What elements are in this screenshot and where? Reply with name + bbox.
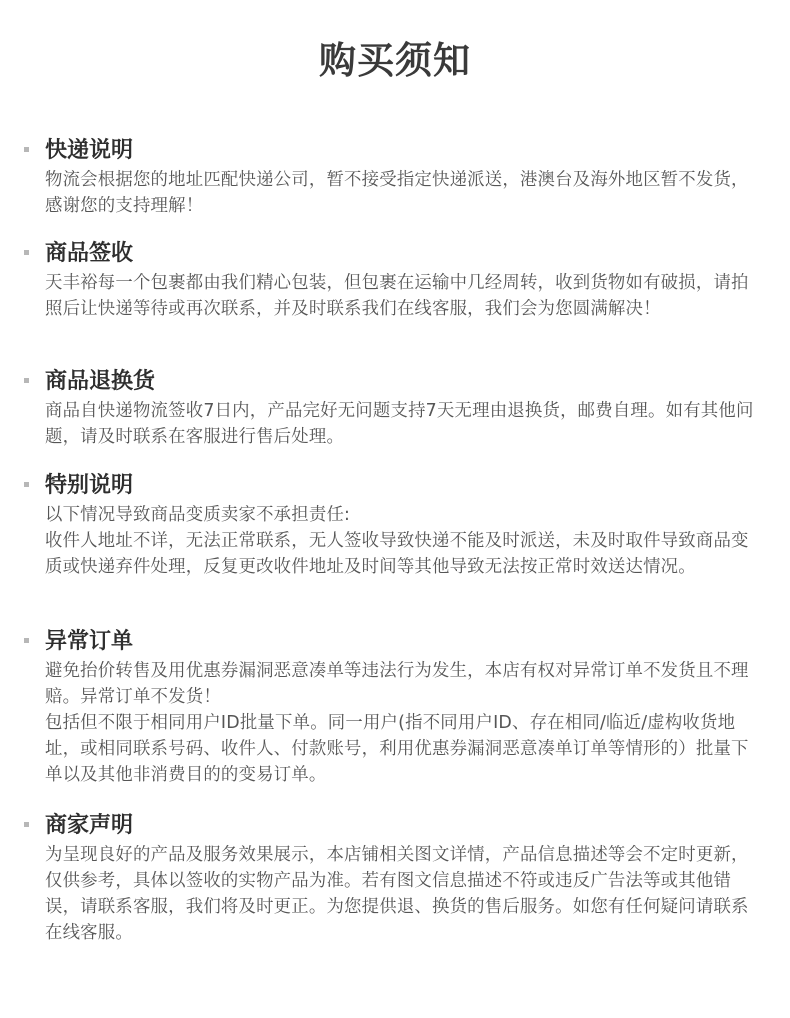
section-merchant-statement	[24, 810, 754, 946]
square-bullet-icon	[24, 250, 29, 255]
section-title: 异常订单	[45, 628, 134, 654]
section-body	[45, 842, 754, 946]
square-bullet-icon	[24, 482, 29, 487]
section-receipt	[24, 238, 754, 322]
section-header	[24, 470, 754, 500]
section-title: 商品签收	[45, 240, 134, 266]
page-title: 购买须知	[319, 38, 471, 82]
paragraph: 商品自快递物流签收7日内，产品完好无问题支持7天无理由退换货，邮费自理。如有其他问题，请及时联系在客服进行售后处理。	[45, 401, 754, 447]
section-shipping-info	[24, 135, 754, 219]
paragraph: 避免抬价转售及用优惠券漏洞恶意凑单等违法行为发生，本店有权对异常订单不发货且不理赔。异常订单不发货！	[45, 661, 749, 707]
square-bullet-icon	[24, 147, 29, 152]
section-body	[45, 502, 754, 580]
section-title: 商品退换货	[45, 368, 156, 394]
section-body	[45, 658, 754, 788]
square-bullet-icon	[24, 822, 29, 827]
section-header	[24, 626, 754, 656]
paragraph: 包括但不限于相同用户ID批量下单。同一用户(指不同用户ID、存在相同/临近/虚构收货地址，或相同联系号码、收件人、付款账号，利用优惠券漏洞恶意凑单订单等情形的）批量下单以及其他非消费目的的变易订单。	[45, 713, 749, 785]
section-returns	[24, 366, 754, 450]
paragraph: 收件人地址不详，无法正常联系，无人签收导致快递不能及时派送，未及时取件导致商品变质或快递弃件处理，反复更改收件地址及时间等其他导致无法按正常时效送达情况。	[45, 531, 749, 577]
section-header	[24, 135, 754, 165]
paragraph: 为呈现良好的产品及服务效果展示，本店铺相关图文详情，产品信息描述等会不定时更新，仅供参考，具体以签收的实物产品为准。若有图文信息描述不符或违反广告法等或其他错误，请联系客服，我们将及时更正。为您提供退、换货的售后服务。如您有任何疑问请联系在线客服。	[45, 845, 749, 943]
section-body	[45, 398, 754, 450]
section-header	[24, 366, 754, 396]
square-bullet-icon	[24, 638, 29, 643]
section-header	[24, 810, 754, 840]
paragraph: 以下情况导致商品变质卖家不承担责任:	[45, 505, 351, 525]
section-title: 特别说明	[45, 472, 134, 498]
square-bullet-icon	[24, 378, 29, 383]
section-title: 快递说明	[45, 137, 134, 163]
paragraph: 天丰裕每一个包裹都由我们精心包装，但包裹在运输中几经周转，收到货物如有破损，请拍照后让快递等待或再次联系，并及时联系我们在线客服，我们会为您圆满解决！	[45, 273, 749, 319]
paragraph: 物流会根据您的地址匹配快递公司，暂不接受指定快递派送，港澳台及海外地区暂不发货，感谢您的支持理解！	[45, 170, 749, 216]
section-abnormal-orders	[24, 626, 754, 788]
section-header	[24, 238, 754, 268]
section-body	[45, 270, 754, 322]
section-title: 商家声明	[45, 812, 134, 838]
section-body	[45, 167, 754, 219]
section-special-notes	[24, 470, 754, 580]
